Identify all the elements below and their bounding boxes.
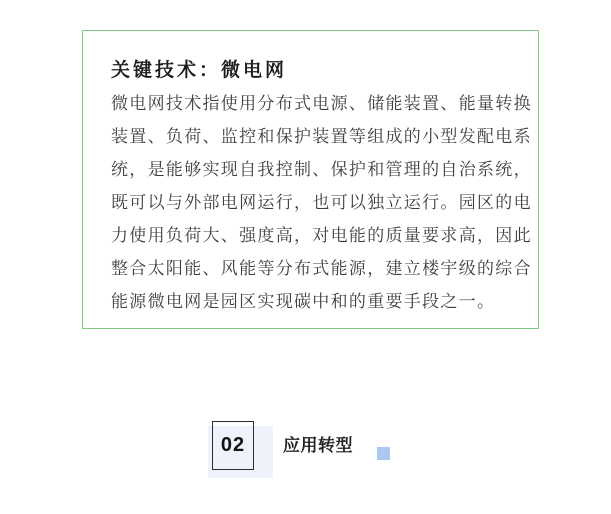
section-number-box (212, 421, 254, 470)
callout-title: 关键技术：微电网 (111, 60, 288, 81)
section-header (0, 410, 611, 490)
key-technology-callout (82, 30, 539, 329)
accent-square-decoration (377, 447, 390, 460)
section-title: 应用转型 (283, 436, 353, 455)
section-number: 02 (220, 434, 246, 456)
callout-body-text: 微电网技术指使用分布式电源、储能装置、能量转换装置、负荷、监控和保护装置等组成的小型发配电系统，是能够实现自我控制、保护和管理的自治系统，既可以与外部电网运行，也可以独立运行。园区的电力使用负荷大、强度高，对电能的质量要求高，因此整合太阳能、风能等分布式能源，建立楼宇级的综合能源微电网是园区实现碳中和的重要手段之一。 (111, 94, 532, 311)
